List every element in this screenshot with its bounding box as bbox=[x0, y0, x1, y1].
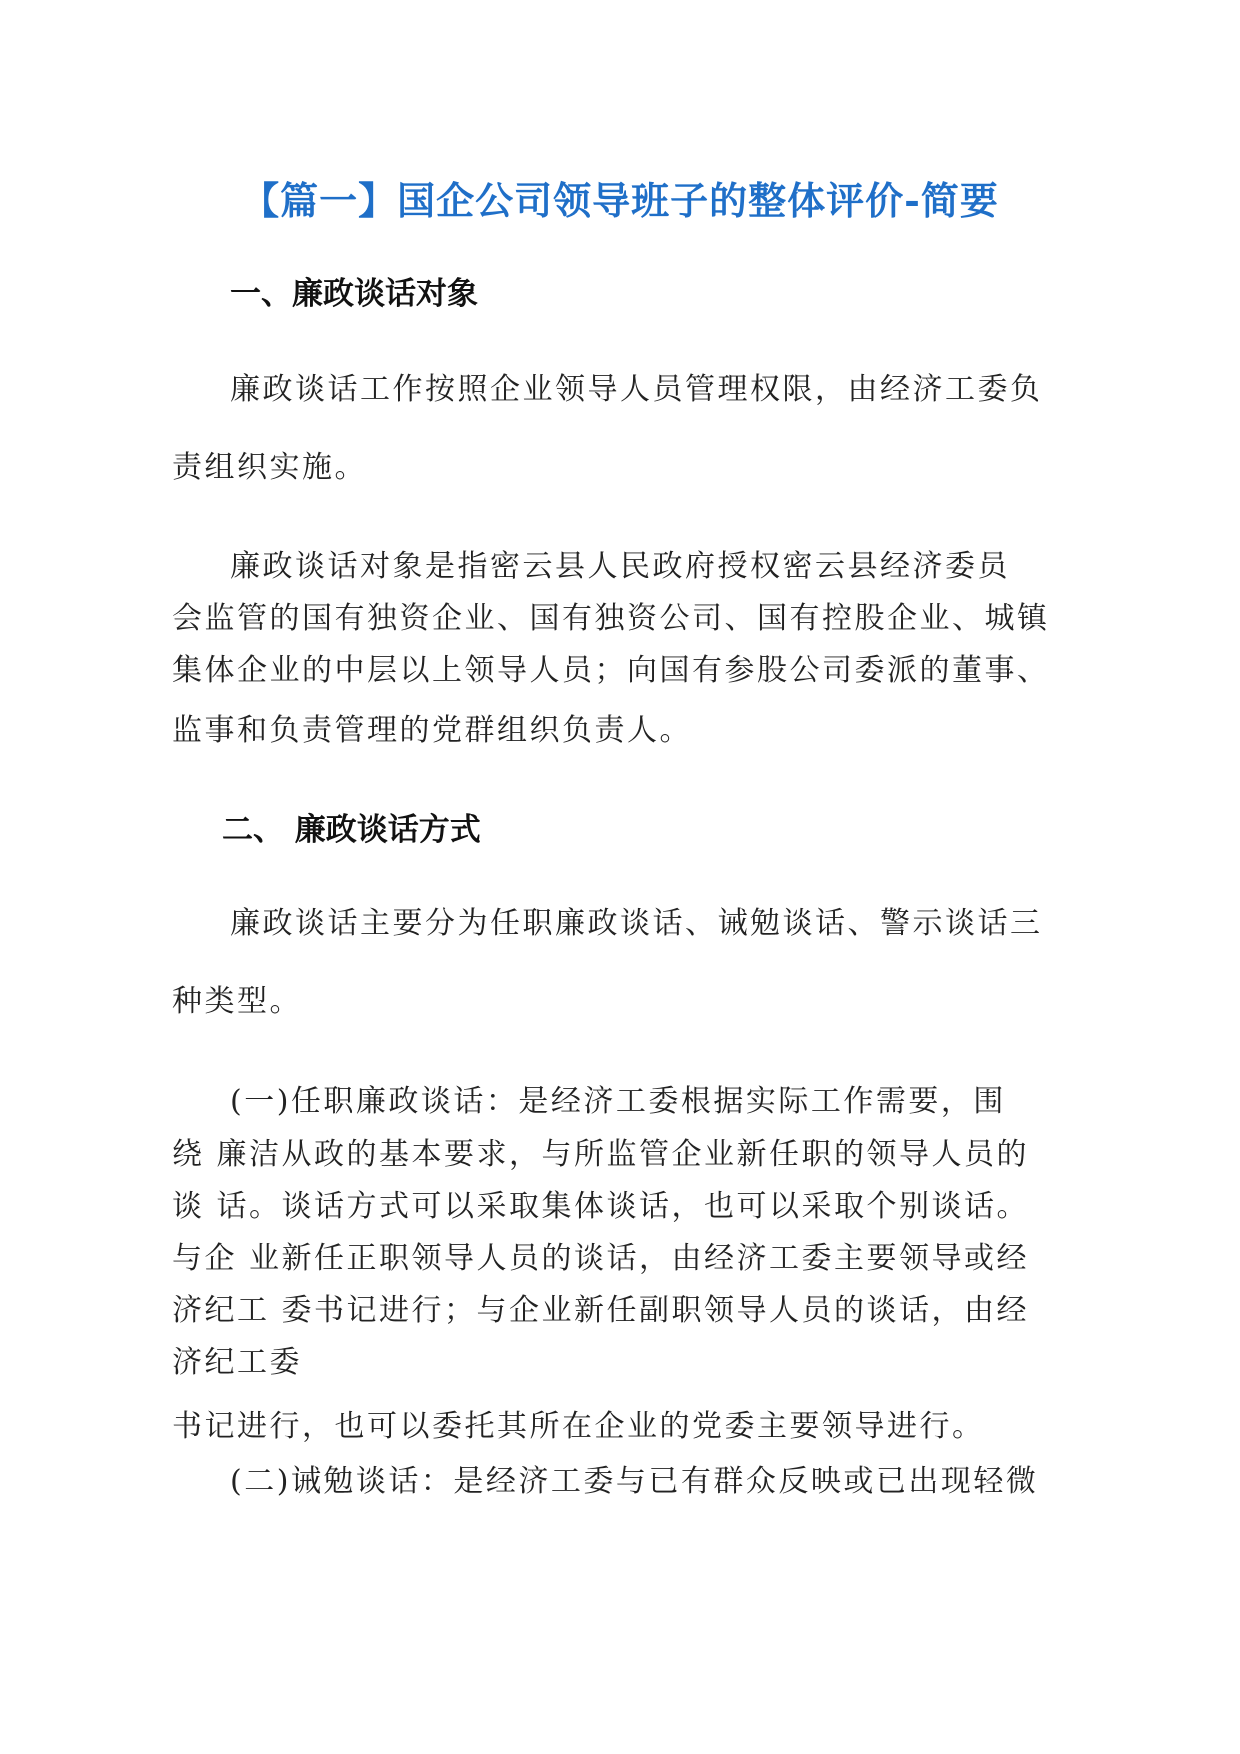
paragraph-line: 济纪工 委书记进行；与企业新任副职领导人员的谈话，由经 bbox=[172, 1293, 1030, 1328]
paragraph-line: 谈 话。谈话方式可以采取集体谈话，也可以采取个别谈话。 bbox=[172, 1189, 1030, 1224]
paragraph-line: 廉政谈话主要分为任职廉政谈话、诫勉谈话、警示谈话三 bbox=[230, 906, 1043, 941]
section-heading-1: 一、廉政谈话对象 bbox=[230, 276, 478, 312]
paragraph-line: 监事和负责管理的党群组织负责人。 bbox=[172, 713, 692, 748]
paragraph-line: 会监管的国有独资企业、国有独资公司、国有控股企业、城镇 bbox=[172, 601, 1050, 636]
paragraph-line: 书记进行，也可以委托其所在企业的党委主要领导进行。 bbox=[172, 1409, 985, 1444]
paragraph-line: 济纪工委 bbox=[172, 1345, 302, 1380]
section-heading-2: 二、 廉政谈话方式 bbox=[222, 812, 481, 848]
paragraph-line: 与企 业新任正职领导人员的谈话，由经济工委主要领导或经 bbox=[172, 1241, 1030, 1276]
paragraph-line: (二)诫勉谈话：是经济工委与已有群众反映或已出现轻微 bbox=[230, 1464, 1039, 1499]
paragraph-line: 廉政谈话对象是指密云县人民政府授权密云县经济委员 bbox=[230, 549, 1010, 584]
paragraph-line: 廉政谈话工作按照企业领导人员管理权限，由经济工委负 bbox=[230, 372, 1043, 407]
paragraph-line: 集体企业的中层以上领导人员；向国有参股公司委派的董事、 bbox=[172, 653, 1050, 688]
paragraph-line: 种类型。 bbox=[172, 984, 302, 1019]
paragraph-line: 责组织实施。 bbox=[172, 450, 367, 485]
document-title: 【篇一】国企公司领导班子的整体评价-简要 bbox=[241, 178, 999, 223]
paragraph-line: 绕 廉洁从政的基本要求，与所监管企业新任职的领导人员的 bbox=[172, 1137, 1030, 1172]
paragraph-line: (一)任职廉政谈话：是经济工委根据实际工作需要，围 bbox=[230, 1084, 1006, 1119]
